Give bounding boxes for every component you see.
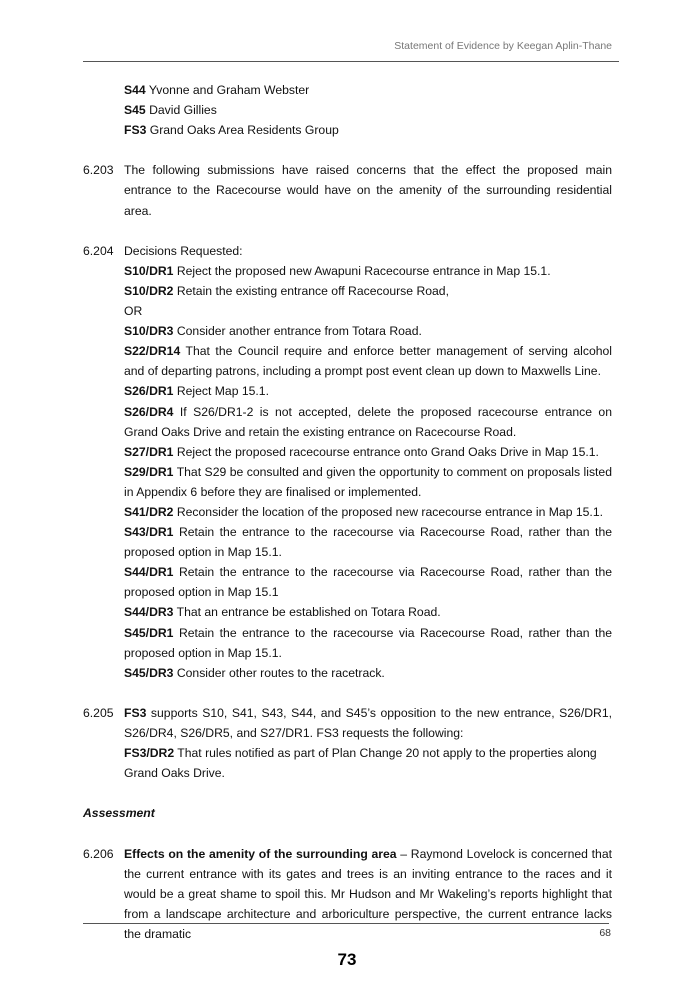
paragraph-6-203	[83, 160, 612, 220]
decision-item: S44/DR3 That an entrance be established on Totara Road.	[124, 605, 441, 620]
decision-item: S10/DR2 Retain the existing entrance off Racecourse Road,	[124, 283, 449, 298]
decision-item: FS3/DR2 That rules notified as part of Plan Change 20 not apply to the properties along	[124, 746, 597, 761]
decision-item: S27/DR1 Reject the proposed racecourse entrance onto Grand Oaks Drive in Map 15.1.	[124, 444, 599, 459]
page-number: 68	[599, 927, 611, 939]
page-body	[83, 80, 612, 944]
paragraph-number: 6.206	[83, 846, 114, 861]
decision-item: S26/DR1 Reject Map 15.1.	[124, 384, 269, 399]
decision-item: S41/DR2 Reconsider the location of the proposed new racecourse entrance in Map 15.1.	[124, 504, 603, 519]
paragraph-6-206	[83, 844, 612, 944]
decision-item: S43/DR1 Retain the entrance to the racecourse via Racecourse Road, rather than the proposed option in Map 15.1.	[124, 525, 612, 560]
paragraph-text: The following submissions have raised concerns that the effect the proposed main entrance to the Racecourse would have on the amenity of the surrounding residential area.	[124, 163, 612, 218]
stamp-page-number: 73	[337, 950, 357, 969]
paragraph-6-205	[83, 703, 612, 783]
paragraph-number: 6.204	[83, 243, 114, 258]
paragraph-number: 6.203	[83, 163, 114, 178]
running-header: Statement of Evidence by Keegan Aplin-Thane	[394, 40, 612, 52]
section-heading-assessment: Assessment	[83, 806, 155, 821]
decision-item: S22/DR14 That the Council require and enforce better management of serving alcohol and of departing patrons, including a prompt post event clean up down to Maxwells Line.	[124, 344, 612, 379]
decision-item-continued: Grand Oaks Drive.	[124, 766, 225, 781]
decision-item: S29/DR1 That S29 be consulted and given the opportunity to comment on proposals listed in Appendix 6 before they are finalised or implemented.	[124, 464, 612, 499]
decision-item: S45/DR1 Retain the entrance to the racecourse via Racecourse Road, rather than the proposed option in Map 15.1.	[124, 625, 612, 660]
paragraph-intro: Decisions Requested:	[124, 243, 243, 258]
decision-item: S26/DR4 If S26/DR1-2 is not accepted, delete the proposed racecourse entrance on Grand Oaks Drive and retain the existing entrance on Racecourse Road.	[124, 404, 612, 439]
paragraph-text: Effects on the amenity of the surrounding area – Raymond Lovelock is concerned that the current entrance with its gates and trees is an inviting entrance to the races and it would be a great shame to spoil this. Mr Hudson and Mr Wakeling’s reports highlight that from a landscape architecture and arboriculture perspective, the current entrance lacks the dramatic	[124, 846, 612, 941]
decision-item: S44/DR1 Retain the entrance to the racecourse via Racecourse Road, rather than the proposed option in Map 15.1	[124, 565, 612, 600]
paragraph-number: 6.205	[83, 705, 114, 720]
decision-item: OR	[124, 304, 143, 319]
paragraph-6-204	[83, 241, 612, 683]
decision-item: S45/DR3 Consider other routes to the racetrack.	[124, 665, 385, 680]
decision-item: S10/DR3 Consider another entrance from Totara Road.	[124, 324, 422, 339]
list-item: S44 Yvonne and Graham Webster	[124, 83, 310, 97]
list-item: S45 David Gillies	[124, 103, 217, 118]
submitter-list	[83, 80, 612, 140]
header-rule	[83, 61, 619, 62]
list-item: FS3 Grand Oaks Area Residents Group	[124, 123, 339, 138]
footer-rule	[83, 923, 609, 924]
decision-item: S10/DR1 Reject the proposed new Awapuni Racecourse entrance in Map 15.1.	[124, 263, 551, 278]
paragraph-text: FS3 supports S10, S41, S43, S44, and S45’s opposition to the new entrance, S26/DR1, S26/DR4, S26/DR5, and S27/DR1. FS3 requests the following:	[124, 705, 612, 740]
